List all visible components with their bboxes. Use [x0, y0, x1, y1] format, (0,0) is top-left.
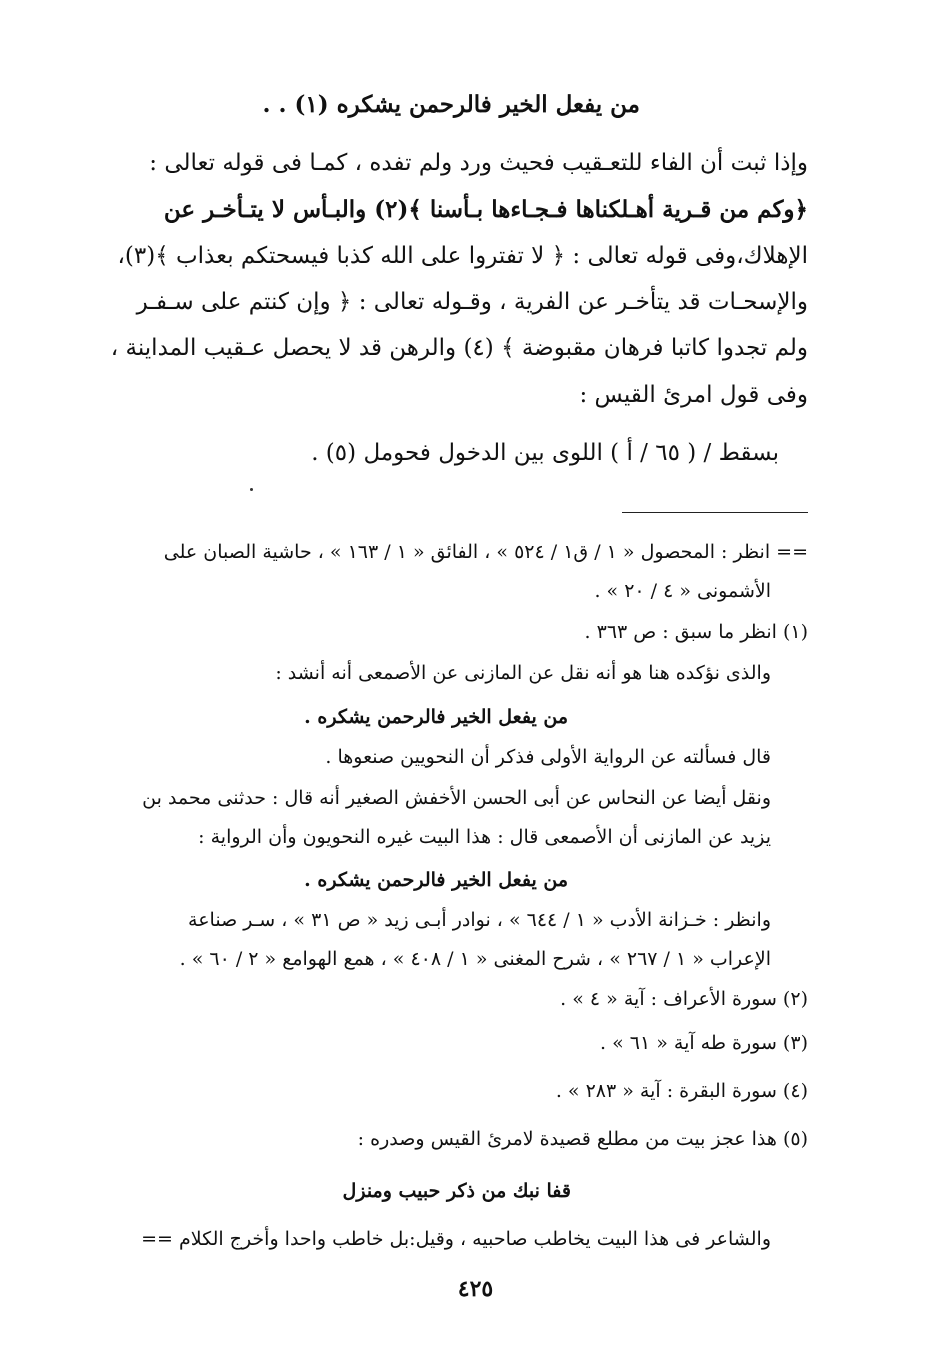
heading-verse: من يفعل الخير فالرحمن يشكره (١) . .	[262, 91, 640, 118]
footnote-line: ونقل أيضا عن النحاس عن أبى الحسن الأخفش الصغير أنه قال : حدثنى محمد بن	[142, 787, 771, 809]
footnote-line: قال فسألته عن الرواية الأولى فذكر أن النحويين صنعوها .	[325, 746, 771, 768]
footnote-line: وانظر : خـزانة الأدب « ١ / ٦٤٤ » ، نوادر أبـى زيد « ص ٣١ » ، سـر صناعة	[188, 909, 771, 931]
body-line: ولم تجدوا كاتبا فرهان مقبوضة ﴾ (٤) والرهن قد لا يحصل عـقيب المداينة ،	[110, 335, 808, 361]
footnote-quoted-verse: من يفعل الخير فالرحمن يشكره .	[304, 706, 568, 728]
footnote-line: (٣) سورة طه آية « ٦١ » .	[600, 1032, 808, 1054]
footnote-line: == انظر : المحصول « ١ / ق١ / ٥٢٤ » ، الفائق « ١ / ١٦٣ » ، حاشية الصبان على	[163, 541, 808, 563]
footnote-line: (٥) هذا عجز بيت من مطلع قصيدة لامرئ القيس وصدره :	[357, 1128, 808, 1150]
body-line: وفى قول امرئ القيس :	[579, 382, 808, 408]
page-number: ٤٢٥	[457, 1276, 494, 1302]
footnote-line: الإعراب « ١ / ٢٦٧ » ، شرح المغنى « ١ / ٤٠٨ » ، همع الهوامع « ٢ / ٦٠ » .	[179, 948, 771, 970]
footnote-line: (١) انظر ما سبق : ص ٣٦٣ .	[584, 621, 808, 643]
footnote-quoted-verse: قفا نبك من ذكر حبيب ومنزل	[342, 1180, 571, 1202]
footnote-line: والشاعر فى هذا البيت يخاطب صاحبيه ، وقيل:بل خاطب واحدا وأخرج الكلام ==	[141, 1228, 771, 1250]
body-line: ﴿وكم من قـرية أهـلكناها فـجـاءها بـأسنا ﴾(٢) والبـأس لا يتـأخـر عن	[163, 196, 808, 223]
verse-line: بسقط / ( ٦٥ / أ ) اللوى بين الدخول فحومل (٥) .	[311, 440, 779, 466]
footnote-separator	[622, 512, 808, 513]
body-line: وإذا ثبت أن الفاء للتعـقيب فحيث ورد ولم تفده ، كمـا فى قوله تعالى :	[149, 150, 808, 176]
footnote-line: (٤) سورة البقرة : آية « ٢٨٣ » .	[555, 1080, 808, 1102]
footnote-line: يزيد عن المازنى أن الأصمعى قال : هذا البيت غيره النحويون وأن الرواية :	[198, 826, 771, 848]
footnote-line: والذى نؤكده هنا هو أنه نقل عن المازنى عن الأصمعى أنه أنشد :	[275, 662, 771, 684]
body-line: الإهلاك،وفى قوله تعالى : ﴿ لا تفتروا على الله كذبا فيسحتكم بعذاب ﴾(٣)،	[117, 243, 808, 269]
footnote-line: الأشمونى « ٤ / ٢٠ » .	[594, 580, 771, 602]
body-line: والإسحـات قد يتأخـر عن الفرية ، وقـوله تعالى : ﴿ وإن كنتم على سـفـر	[136, 289, 808, 315]
footnote-quoted-verse: من يفعل الخير فالرحمن يشكره .	[304, 869, 568, 891]
speck	[250, 488, 253, 491]
footnote-line: (٢) سورة الأعراف : آية « ٤ » .	[560, 988, 808, 1010]
